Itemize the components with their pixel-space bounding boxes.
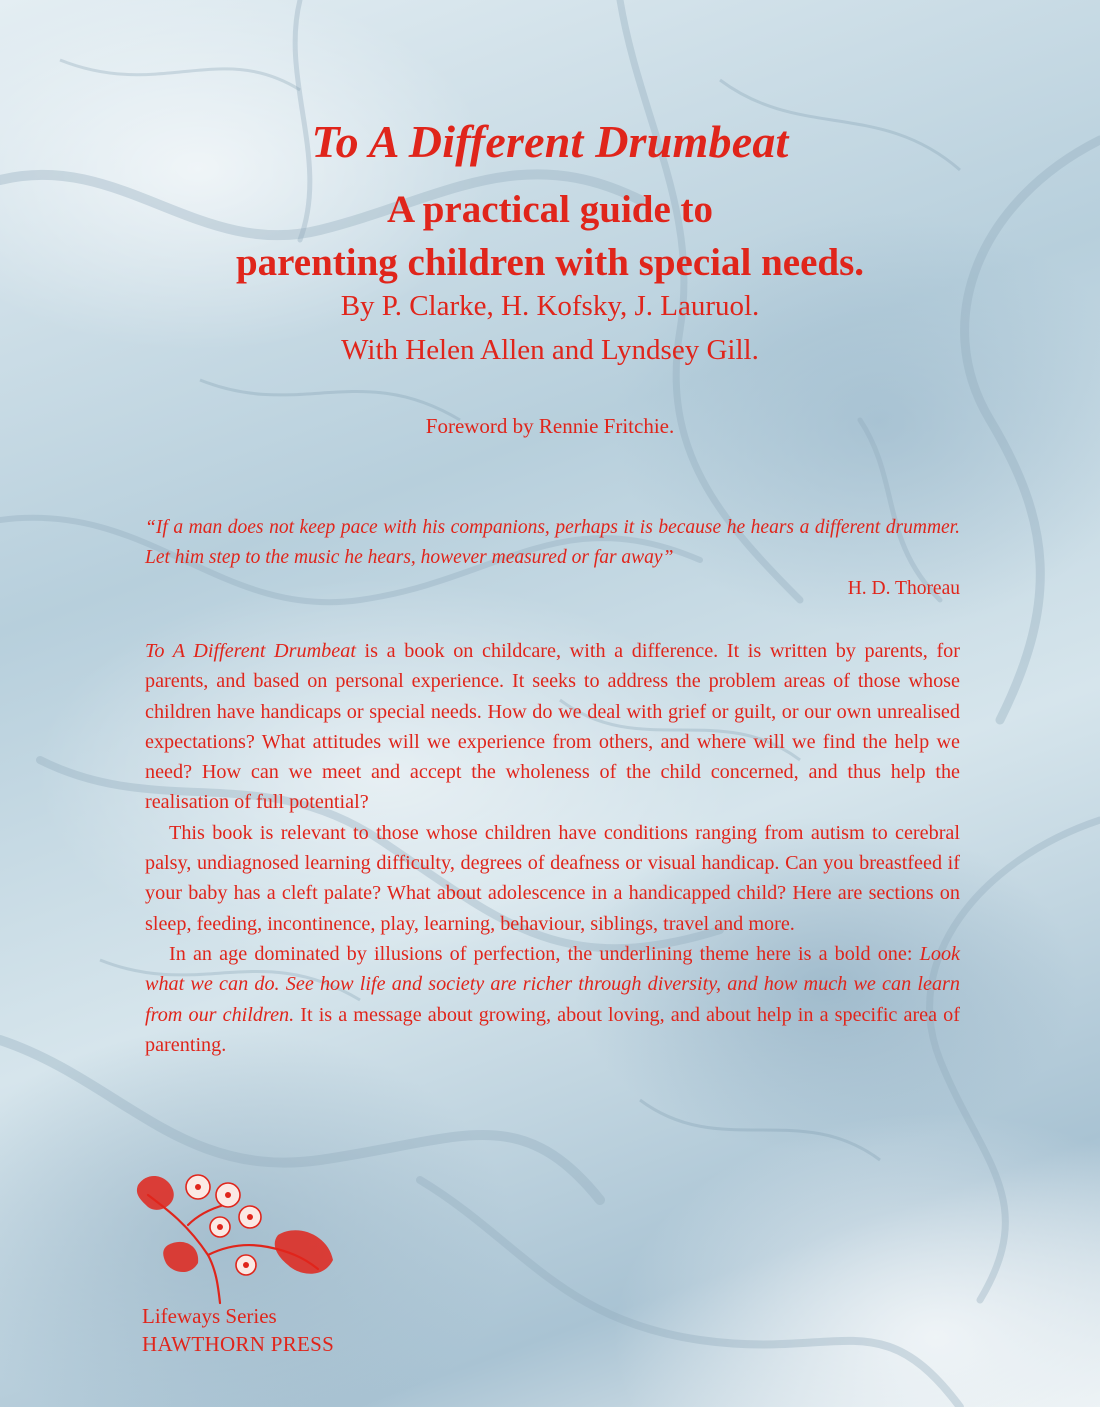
blurb-paragraph-3-end: It is a message about growing, about loving, and about help in a specific area of parenting. [145, 1003, 960, 1056]
blurb-paragraph-2: This book is relevant to those whose children have conditions ranging from autism to cerebral palsy, undiagnosed learning difficulty, degrees of deafness or visual handicap. Can you breastfeed if your baby has a cleft palate? What about adolescence in a handicapped child? Here are sections on sleep, feeding, incontinence, play, learning, behaviour, siblings, travel and more. [145, 821, 960, 935]
book-title: To A Different Drumbeat [311, 116, 789, 167]
blurb-paragraph-3 [145, 939, 960, 1060]
series-name: Lifeways Series [142, 1304, 277, 1328]
epigraph-quote: “If a man does not keep pace with his companions, perhaps it is because he hears a different drummer. Let him step to the music he hears, however measured or far away” [145, 517, 960, 568]
blurb-paragraph-1 [145, 636, 960, 818]
authors-line-1: By P. Clarke, H. Kofsky, J. Lauruol. [340, 290, 760, 322]
book-subtitle [0, 183, 1100, 289]
blurb-paragraph-3-start: In an age dominated by illusions of perfection, the underlining theme here is a bold one: [169, 942, 920, 965]
blurb [145, 636, 960, 1060]
blurb-book-title: To A Different Drumbeat [145, 640, 356, 662]
blurb-paragraph-3-italic: Look what we can do. See how life and society are richer through diversity, and how much we can learn from our children. [145, 942, 960, 1026]
publisher-name: HAWTHORN PRESS [142, 1332, 335, 1356]
foreword-credit: Foreword by Rennie Fritchie. [425, 414, 675, 438]
subtitle-line-2: parenting children with special needs. [235, 241, 865, 284]
hawthorn-branch-icon [128, 1165, 338, 1305]
authors [0, 284, 1100, 372]
subtitle-line-1: A practical guide to [386, 188, 714, 231]
authors-line-2: With Helen Allen and Lyndsey Gill. [341, 334, 759, 366]
epigraph-attribution: H. D. Thoreau [847, 578, 960, 599]
blurb-paragraph-1-text: is a book on childcare, with a difference. It is written by parents, for parents, and based on personal experience. It seeks to address the problem areas of those whose children have handicaps or special needs. How do we deal with grief or guilt, or our own unrealised expectations? What attitudes will we experience from others, and where will we find the help we need? How can we meet and accept the wholeness of the child concerned, and thus help the realisation of full potential? [145, 640, 960, 814]
